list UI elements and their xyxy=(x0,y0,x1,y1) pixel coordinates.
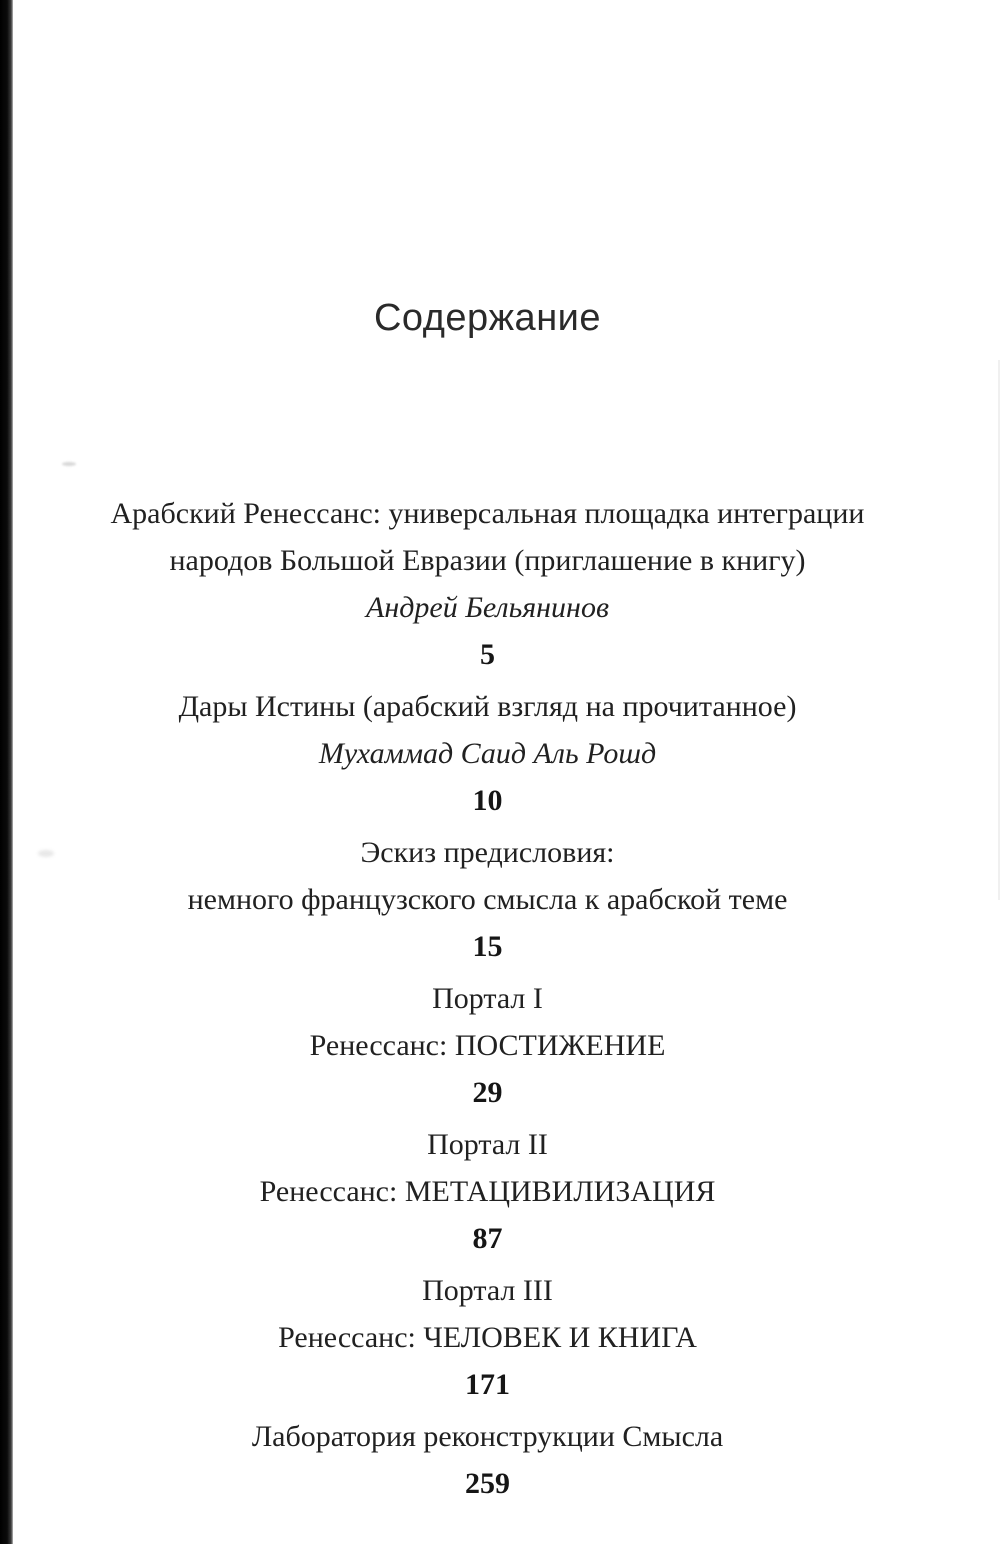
toc-content xyxy=(95,0,880,1512)
toc-entry xyxy=(95,829,880,970)
toc-entry-title-line: Портал I xyxy=(432,982,543,1015)
toc-entry-title-line: Арабский Ренессанс: универсальная площадка интеграции xyxy=(110,497,865,530)
toc-entry xyxy=(95,1121,880,1262)
toc-entry-title-line: Дары Истины (арабский взгляд на прочитанное) xyxy=(178,690,797,723)
toc-entry-title-line: Эскиз предисловия: xyxy=(360,836,615,869)
toc-entry-title-line: Лаборатория реконструкции Смысла xyxy=(251,1420,724,1453)
toc-entry-title-line: Ренессанс: ЧЕЛОВЕК И КНИГА xyxy=(278,1321,697,1354)
toc-entry-page-number: 5 xyxy=(480,638,495,671)
toc-entry-title-line: Ренессанс: ПОСТИЖЕНИЕ xyxy=(309,1029,666,1062)
toc-entry xyxy=(95,975,880,1116)
toc-entry-title-line: народов Большой Евразии (приглашение в книгу) xyxy=(169,544,806,577)
toc-entry-title-line: немного французского смысла к арабской теме xyxy=(187,883,788,916)
toc-entry-author: Андрей Бельянинов xyxy=(366,591,609,624)
scan-artifact xyxy=(62,462,76,466)
toc-entry-title-line: Портал III xyxy=(422,1274,553,1307)
toc-entry-title-line: Ренессанс: МЕТАЦИВИЛИЗАЦИЯ xyxy=(259,1175,716,1208)
toc-entry xyxy=(95,683,880,824)
toc-entry-page-number: 15 xyxy=(472,930,503,963)
scan-artifact xyxy=(38,850,54,857)
book-scan-edge xyxy=(0,0,13,1544)
toc-entry-page-number: 259 xyxy=(465,1467,510,1500)
toc-entry-title-line: Портал II xyxy=(427,1128,548,1161)
toc-entry-page-number: 10 xyxy=(472,784,503,817)
toc-entry xyxy=(95,1413,880,1507)
page-title: Содержание xyxy=(373,297,602,339)
toc-entry xyxy=(95,1267,880,1408)
toc-entry-page-number: 87 xyxy=(472,1222,503,1255)
toc-entry xyxy=(95,490,880,678)
toc-entry-author: Мухаммад Саид Аль Рошд xyxy=(318,737,657,770)
toc-entry-page-number: 29 xyxy=(472,1076,503,1109)
toc-entry-page-number: 171 xyxy=(465,1368,510,1401)
